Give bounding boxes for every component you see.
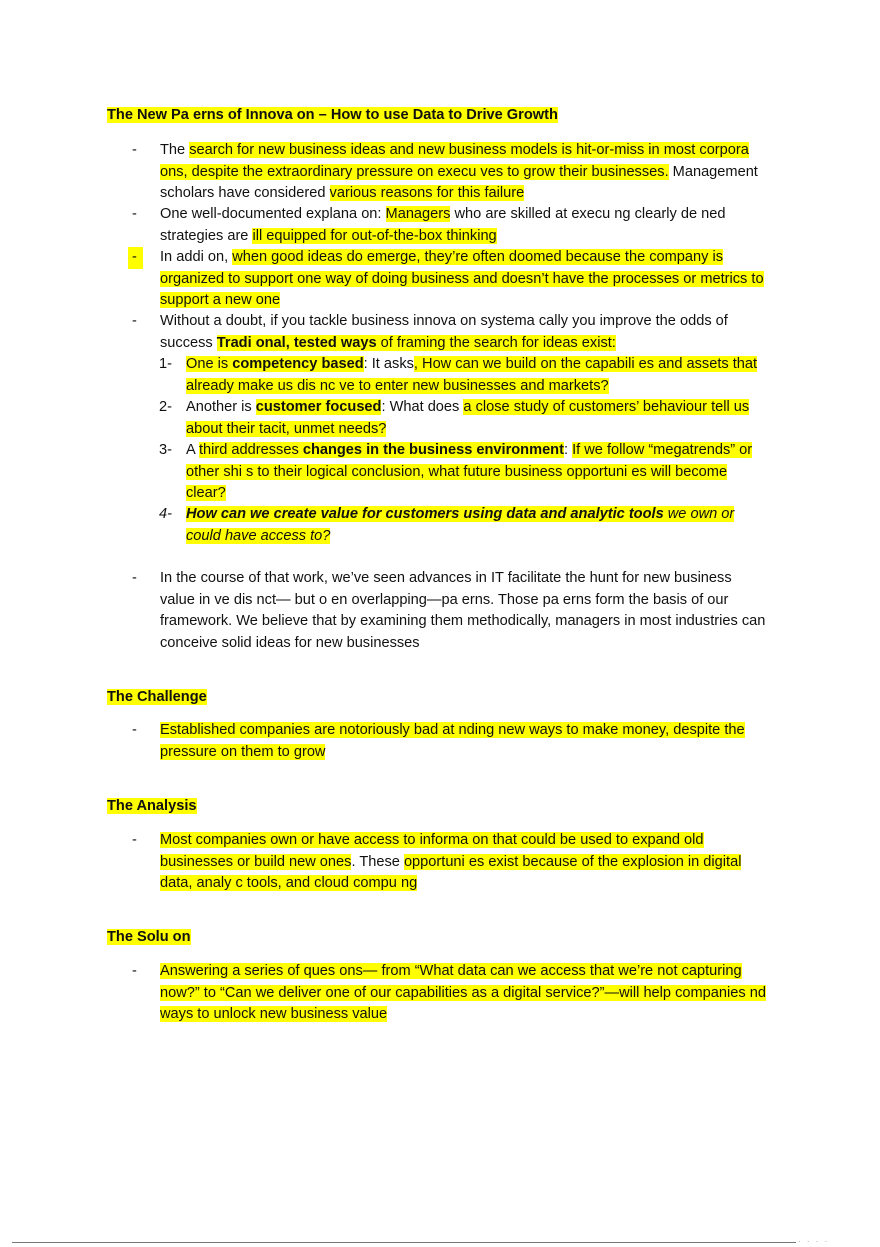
bullet-dash: - bbox=[132, 313, 137, 329]
text-run: One well-documented explana on: bbox=[160, 206, 386, 222]
item-text bbox=[186, 440, 770, 505]
text-run: In the course of that work, we’ve seen advances in IT facilitate the hunt for new business value in ve dis nct— but o en overlapping—pa erns. Those pa erns form the basis of our framework. We believe that by examining them methodically, managers in most industries can conceive solid ideas for new businesses bbox=[160, 570, 766, 651]
text-run: search for new business ideas and new business models is hit-or-miss in most corpora ons, despite the extraordinary pressure on execu ves to grow their businesses. bbox=[160, 142, 749, 180]
bullet-text bbox=[160, 247, 770, 312]
bullet-dash: - bbox=[132, 570, 137, 586]
text-run: third addresses bbox=[198, 442, 303, 458]
item-text bbox=[186, 397, 770, 440]
text-run: Established companies are notoriously bad at nding new ways to make money, despite the pressure on them to grow bbox=[160, 722, 745, 760]
bullet-text bbox=[160, 568, 770, 654]
text-run: when good ideas do emerge, they’re often doomed because the company is organized to support one way of doing business and doesn’t have the processes or metrics to support a new one bbox=[160, 249, 764, 308]
text-run: . These bbox=[351, 853, 404, 870]
item-number: 2- bbox=[159, 399, 172, 415]
section-heading-challenge: The Challenge bbox=[107, 689, 207, 705]
text-run: of framing the search for ideas exist: bbox=[376, 334, 616, 351]
text-run: Managers bbox=[385, 206, 451, 222]
bullet-dash: - bbox=[132, 206, 137, 222]
text-run: : What does bbox=[381, 399, 464, 415]
item-text bbox=[186, 504, 770, 547]
text-run: customer focused bbox=[255, 399, 382, 415]
text-run: a close study of customers’ behaviour tell us about their tacit, unmet needs? bbox=[186, 399, 750, 437]
text-run: Without a doubt, if you tackle business innova on systema cally you improve the odds of success bbox=[160, 313, 728, 351]
text-run: : bbox=[563, 442, 573, 458]
text-run: Management scholars have considered bbox=[160, 163, 758, 201]
item-text bbox=[186, 354, 770, 397]
text-run: Answering a series of ques ons— from “What data can we access that we’re not capturing now?” to “Can we deliver one of our capabilities as a digital service?”—will help companies nd ways to unlock new business value bbox=[160, 963, 766, 1022]
text-run: In addi on, bbox=[160, 249, 233, 265]
text-run: A bbox=[186, 442, 199, 458]
text-run: Most companies own or have access to informa on that could be used to expand old businesses or build new ones bbox=[160, 832, 704, 870]
bullet-text bbox=[160, 830, 770, 895]
text-run: opportuni es exist because of the explosion in digital data, analy c tools, and cloud compu ng bbox=[160, 853, 742, 891]
section-heading-analysis: The Analysis bbox=[107, 798, 197, 814]
text-run: we own or could have access to? bbox=[186, 506, 735, 544]
text-run: How can we create value for customers using data and analytic tools bbox=[186, 506, 664, 522]
bullet-text bbox=[160, 311, 770, 354]
footer-rule bbox=[12, 1242, 796, 1243]
bullet-text bbox=[160, 961, 770, 1026]
text-run: The bbox=[160, 142, 190, 158]
text-run: One is bbox=[186, 356, 233, 372]
bullet-text bbox=[160, 140, 770, 205]
text-run: ill equipped for out-of-the-box thinking bbox=[252, 227, 497, 244]
bullet-dash: - bbox=[132, 832, 137, 848]
text-run: competency based bbox=[232, 356, 364, 372]
bullet-dash-highlighted: - bbox=[128, 247, 143, 269]
document-title: The New Pa erns of Innova on – How to use Data to Drive Growth bbox=[107, 107, 558, 123]
text-run: Another is bbox=[186, 399, 256, 415]
text-run: changes in the business environment bbox=[302, 442, 564, 458]
item-number: 4- bbox=[159, 506, 172, 522]
text-run: If we follow “megatrends” or other shi s to their logical conclusion, what future business opportuni es will become clear? bbox=[186, 442, 753, 501]
text-run: : It asks bbox=[363, 356, 414, 372]
text-run: who are skilled at execu ng clearly de ned strategies are bbox=[160, 206, 726, 244]
text-run: , How can we build on the capabili es and assets that already make us dis nc ve to enter new businesses and markets? bbox=[186, 356, 758, 394]
text-run: various reasons for this failure bbox=[329, 185, 525, 201]
text-run: Tradi onal, tested ways bbox=[216, 334, 377, 351]
bullet-text bbox=[160, 204, 770, 247]
footer-page-marker: · · · · bbox=[798, 1237, 830, 1246]
bullet-dash: - bbox=[132, 142, 137, 158]
bullet-text bbox=[160, 720, 770, 763]
section-heading-solution: The Solu on bbox=[107, 929, 191, 945]
item-number: 3- bbox=[159, 442, 172, 458]
bullet-dash: - bbox=[132, 722, 137, 738]
bullet-dash: - bbox=[132, 963, 137, 979]
item-number: 1- bbox=[159, 356, 172, 372]
